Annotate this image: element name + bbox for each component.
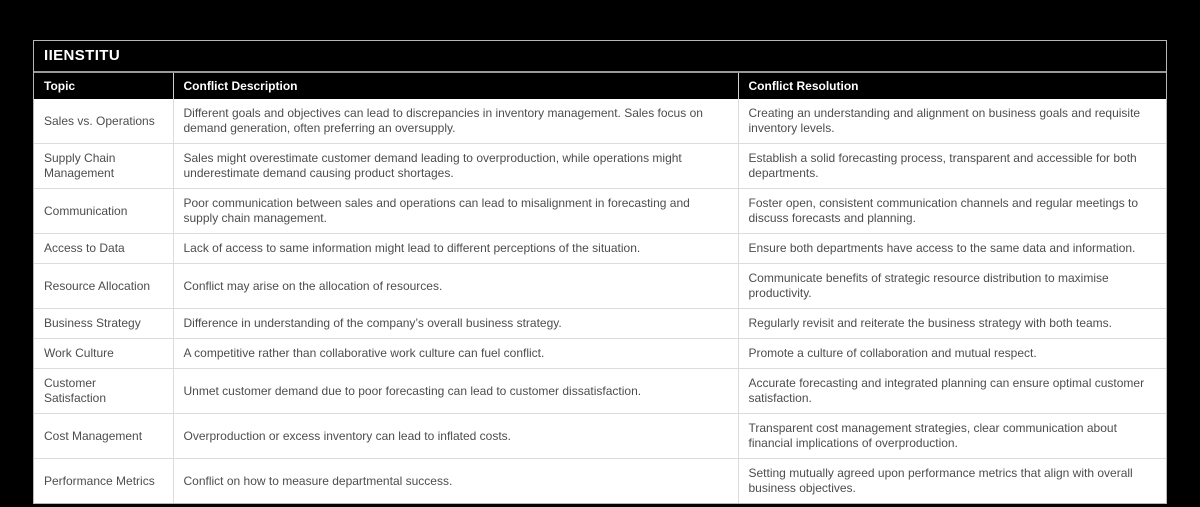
description-cell: Lack of access to same information might lead to different perceptions of the situation. [173, 234, 738, 264]
resolution-cell: Ensure both departments have access to the same data and information. [738, 234, 1166, 264]
table-row [34, 189, 1166, 234]
topic-cell: Performance Metrics [34, 459, 173, 504]
table-header-row [34, 73, 1166, 99]
table-row [34, 234, 1166, 264]
description-cell: Unmet customer demand due to poor forecasting can lead to customer dissatisfaction. [173, 369, 738, 414]
table-row [34, 264, 1166, 309]
table-row [34, 459, 1166, 504]
topic-cell: Work Culture [34, 339, 173, 369]
resolution-cell: Communicate benefits of strategic resource distribution to maximise productivity. [738, 264, 1166, 309]
topic-cell: Communication [34, 189, 173, 234]
description-cell: Different goals and objectives can lead to discrepancies in inventory management. Sales focus on demand generation, often preferring an oversupply. [173, 99, 738, 144]
description-cell: Difference in understanding of the company’s overall business strategy. [173, 309, 738, 339]
topic-cell: Customer Satisfaction [34, 369, 173, 414]
table-row [34, 309, 1166, 339]
description-cell: A competitive rather than collaborative work culture can fuel conflict. [173, 339, 738, 369]
topic-cell: Access to Data [34, 234, 173, 264]
topic-cell: Cost Management [34, 414, 173, 459]
table-row [34, 99, 1166, 144]
description-cell: Overproduction or excess inventory can lead to inflated costs. [173, 414, 738, 459]
conflict-table [34, 73, 1166, 503]
table-row [34, 339, 1166, 369]
topic-cell: Supply Chain Management [34, 144, 173, 189]
conflict-table-panel [33, 40, 1167, 504]
resolution-cell: Foster open, consistent communication channels and regular meetings to discuss forecasts and planning. [738, 189, 1166, 234]
topic-cell: Sales vs. Operations [34, 99, 173, 144]
resolution-cell: Promote a culture of collaboration and mutual respect. [738, 339, 1166, 369]
column-header-conflict-resolution: Conflict Resolution [738, 73, 1166, 99]
resolution-cell: Regularly revisit and reiterate the business strategy with both teams. [738, 309, 1166, 339]
description-cell: Conflict on how to measure departmental success. [173, 459, 738, 504]
column-header-conflict-description: Conflict Description [173, 73, 738, 99]
brand-title: IIENSTITU [44, 47, 121, 64]
table-row [34, 369, 1166, 414]
table-row [34, 144, 1166, 189]
table-body [34, 99, 1166, 503]
table-row [34, 414, 1166, 459]
column-header-topic: Topic [34, 73, 173, 99]
topic-cell: Business Strategy [34, 309, 173, 339]
description-cell: Sales might overestimate customer demand leading to overproduction, while operations might underestimate demand causing product shortages. [173, 144, 738, 189]
resolution-cell: Accurate forecasting and integrated planning can ensure optimal customer satisfaction. [738, 369, 1166, 414]
topic-cell: Resource Allocation [34, 264, 173, 309]
resolution-cell: Creating an understanding and alignment on business goals and requisite inventory levels. [738, 99, 1166, 144]
resolution-cell: Establish a solid forecasting process, transparent and accessible for both departments. [738, 144, 1166, 189]
resolution-cell: Setting mutually agreed upon performance metrics that align with overall business objectives. [738, 459, 1166, 504]
resolution-cell: Transparent cost management strategies, clear communication about financial implications of overproduction. [738, 414, 1166, 459]
brand-title-bar [34, 41, 1166, 73]
description-cell: Conflict may arise on the allocation of resources. [173, 264, 738, 309]
description-cell: Poor communication between sales and operations can lead to misalignment in forecasting and supply chain management. [173, 189, 738, 234]
